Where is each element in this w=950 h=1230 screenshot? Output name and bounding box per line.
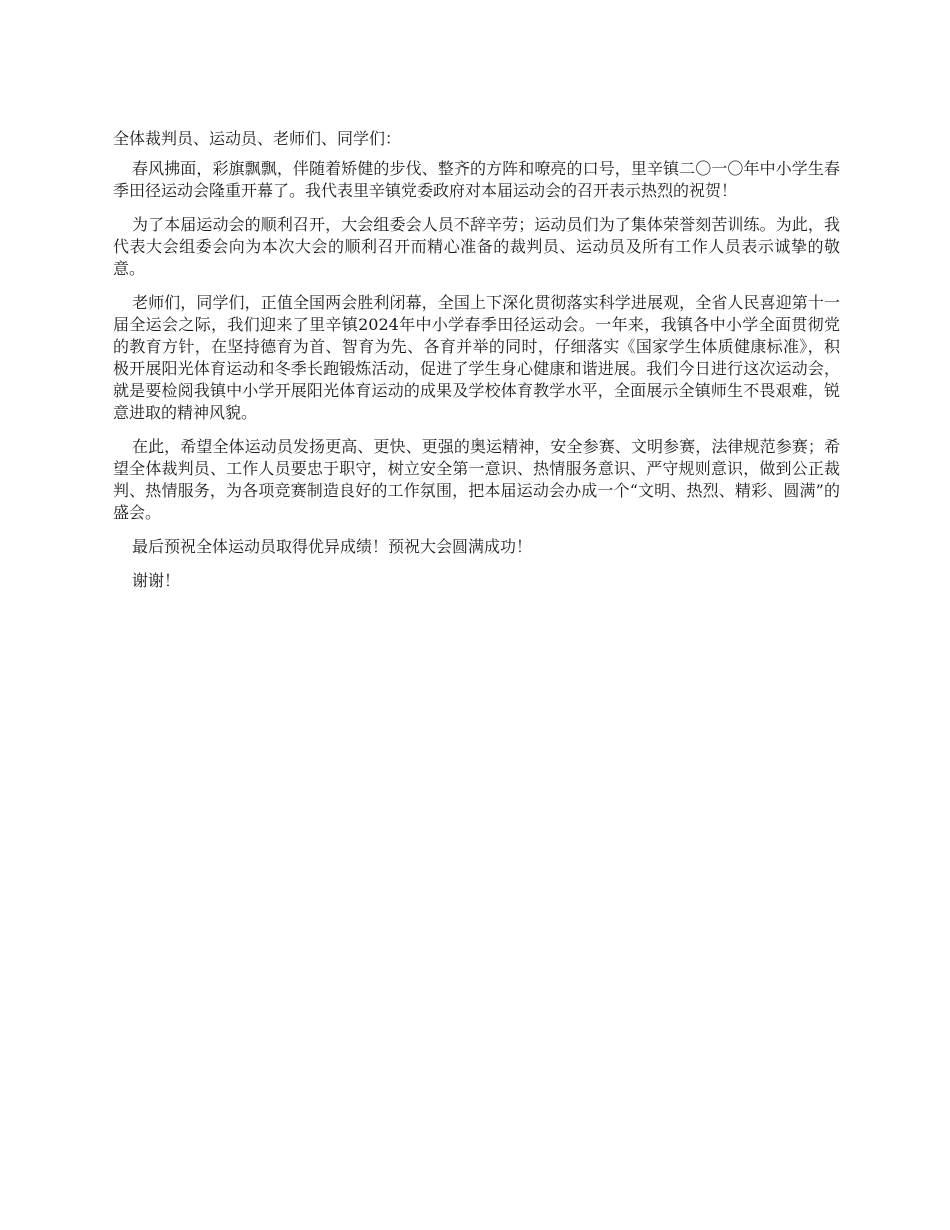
paragraph-opening: 春风拂面，彩旗飘飘，伴随着矫健的步伐、整齐的方阵和嘹亮的口号，里辛镇二〇一〇年中小学生春季田径运动会隆重开幕了。我代表里辛镇党委政府对本届运动会的召开表示热烈的祝贺！ [113,159,840,200]
paragraph-thank-you: 谢谢！ [132,571,181,590]
document-body [113,128,840,604]
paragraph-achievements: 老师们，同学们，正值全国两会胜利闭幕，全国上下深化贯彻落实科学进展观，全省人民喜迎第十一届全运会之际，我们迎来了里辛镇2024年中小学春季田径运动会。一年来，我镇各中小学全面贯彻党的教育方针，在坚持德育为首、智育为先、各育并举的同时，仔细落实《国家学生体质健康标准》，积极开展阳光体育运动和冬季长跑锻炼活动，促进了学生身心健康和谐进展。我们今日进行这次运动会，就是要检阅我镇中小学开展阳光体育运动的成果及学校体育教学水平，全面展示全镇师生不畏艰难，锐意进取的精神风貌。 [113,293,840,422]
salutation: 全体裁判员、运动员、老师们、同学们： [113,129,402,148]
paragraph-expectations: 在此，希望全体运动员发扬更高、更快、更强的奥运精神，安全参赛、文明参赛，法律规范参赛；希望全体裁判员、工作人员要忠于职守，树立安全第一意识、热情服务意识、严守规则意识，做到公正裁判、热情服务，为各项竞赛制造良好的工作氛围，把本届运动会办成一个“文明、热烈、精彩、圆满”的盛会。 [113,437,840,522]
paragraph-closing-wishes: 最后预祝全体运动员取得优异成绩！预祝大会圆满成功！ [132,537,533,556]
paragraph-thanks-staff: 为了本届运动会的顺利召开，大会组委会人员不辞辛劳；运动员们为了集体荣誉刻苦训练。为此，我代表大会组委会向为本次大会的顺利召开而精心准备的裁判员、运动员及所有工作人员表示诚挚的敬意。 [113,215,840,278]
